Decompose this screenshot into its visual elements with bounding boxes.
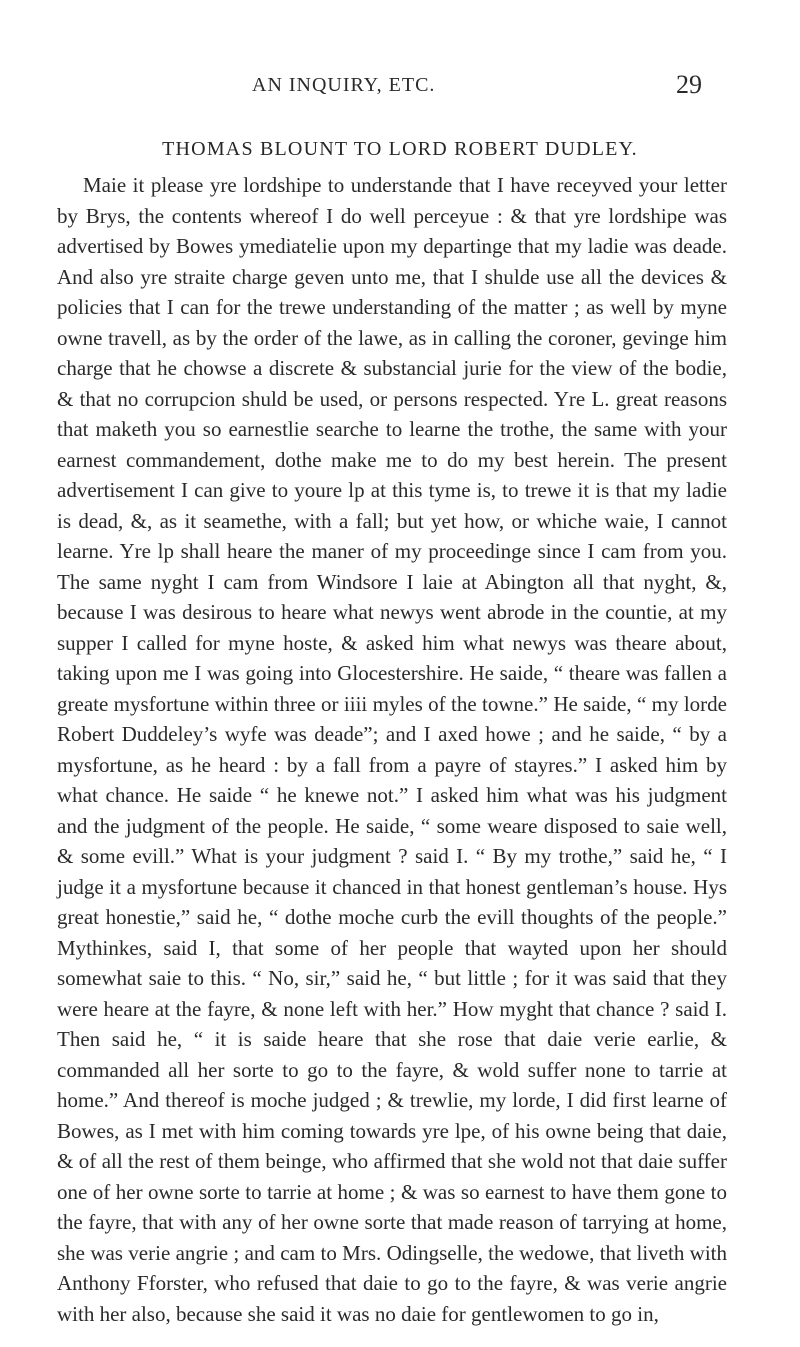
letter-title: THOMAS BLOUNT TO LORD ROBERT DUDLEY. — [162, 138, 638, 160]
letter-paragraph: Maie it please yre lordshipe to understande that I have receyved your letter by Brys, the contents whereof I do well perceyue : & that yre lordshipe was advertised by Bowes ymediatelie upon my departinge that my ladie was deade. And also yre straite charge geven unto me, that I shulde use all the devices & policies that I can for the trewe understanding of the matter ; as well by myne owne travell, as by the order of the lawe, as in calling the coroner, gevinge him charge that he chowse a discrete & substancial jurie for the view of the bodie, & that no corrupcion shuld be used, or persons respected. Yre L. great reasons that maketh you so earnestlie searche to learne the trothe, the same with your earnest commandement, dothe make me to do my best herein. The present advertisement I can give to youre lp at this tyme is, to trewe it is that my ladie is dead, &, as it seamethe, with a fall; but yet how, or whiche waie, I cannot learne. Yre lp shall heare the maner of my proceedinge since I cam from you. The same nyght I cam from Windsore I laie at Abington all that nyght, &, because I was desirous to heare what newys went abrode in the countie, at my supper I called for myne hoste, & asked him what newys was theare about, taking upon me I was going into Glocestershire. He saide, “ theare was fallen a greate mysfortune within three or iiii myles of the towne.” He saide, “ my lorde Robert Duddeley’s wyfe was deade”; and I axed howe ; and he saide, “ by a mysfortune, as he heard : by a fall from a payre of stayres.” I asked him by what chance. He saide “ he knewe not.” I asked him what was his judgment and the judgment of the people. He saide, “ some weare disposed to saie well, & some evill.” What is your judgment ? said I. “ By my trothe,” said he, “ I judge it a mysfortune because it chanced in that honest gentleman’s house. Hys great honestie,” said he, “ dothe moche curb the evill thoughts of the people.” Mythinkes, said I, that some of her people that wayted upon her should somewhat saie to this. “ No, sir,” said he, “ but little ; for it was said that they were heare at the fayre, & none left with her.” How myght that chance ? said I. Then said he, “ it is saide heare that she rose that daie verie earlie, & commanded all her sorte to go to the fayre, & wold suffer none to tarrie at home.” And thereof is moche judged ; & trewlie, my lorde, I did first learne of Bowes, as I met with him coming towards yre lpe, of his owne being that daie, & of all the rest of them beinge, who affirmed that she wold not that daie suffer one of her owne sorte to tarrie at home ; & was so earnest to have them gone to the fayre, that with any of her owne sorte that made reason of tarrying at home, she was verie angrie ; and cam to Mrs. Odingselle, the wedowe, that liveth with Anthony Fforster, who refused that daie to go to the fayre, & was verie angrie with her also, because she said it was no daie for gentlewomen to go in, — [57, 173, 727, 1326]
page-number: 29 — [676, 70, 702, 99]
running-head: AN INQUIRY, ETC. — [252, 74, 436, 96]
letter-body — [57, 170, 727, 1329]
